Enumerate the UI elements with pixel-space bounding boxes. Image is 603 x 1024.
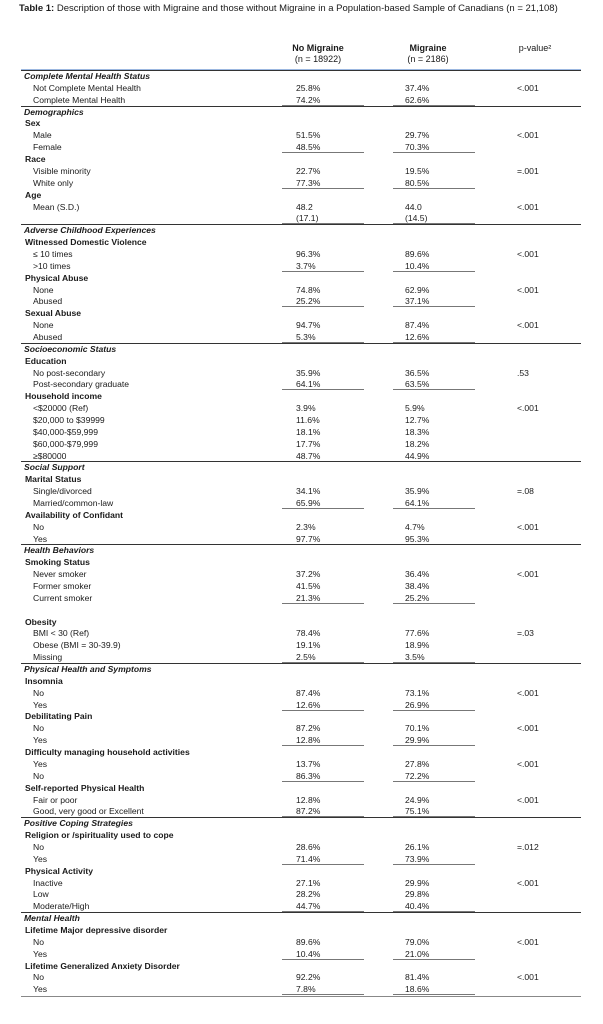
p-value: <.001 bbox=[517, 687, 539, 698]
p-value: <.001 bbox=[517, 723, 539, 734]
no-migraine-value: 19.1% bbox=[296, 640, 321, 651]
no-migraine-value: 48.2 bbox=[296, 201, 313, 212]
no-migraine-value: 3.7% bbox=[296, 260, 316, 271]
variable-label: Availability of Confidant bbox=[25, 509, 124, 520]
category-label: No bbox=[33, 521, 44, 532]
section-label: Health Behaviors bbox=[24, 545, 95, 556]
category-label: White only bbox=[33, 177, 74, 188]
no-migraine-value: 97.7% bbox=[296, 533, 321, 544]
header-migraine bbox=[378, 43, 478, 65]
no-migraine-value: 87.4% bbox=[296, 687, 321, 698]
no-migraine-value: 77.3% bbox=[296, 177, 321, 188]
migraine-value: 62.6% bbox=[405, 94, 430, 105]
subheading-row bbox=[0, 272, 603, 284]
subheading-row bbox=[0, 924, 603, 936]
variable-label: Religion or /spirituality used to cope bbox=[25, 830, 174, 840]
header-col3-title: p-value² bbox=[518, 43, 552, 53]
variable-label: Physical Activity bbox=[25, 865, 93, 876]
variable-label: Age bbox=[25, 189, 42, 200]
migraine-value: 44.9% bbox=[405, 450, 430, 461]
no-migraine-value: 89.6% bbox=[296, 936, 321, 947]
migraine-value: 79.0% bbox=[405, 936, 430, 947]
category-label: Low bbox=[33, 889, 49, 900]
table-row bbox=[0, 521, 603, 533]
category-label: Married/common-law bbox=[33, 498, 114, 508]
variable-label: Lifetime Major depressive disorder bbox=[25, 924, 168, 935]
migraine-value: 4.7% bbox=[405, 521, 425, 532]
no-migraine-value: 7.8% bbox=[296, 984, 316, 995]
table-row bbox=[0, 687, 603, 699]
migraine-value: 5.9% bbox=[405, 403, 425, 414]
no-migraine-value: 48.5% bbox=[296, 142, 321, 153]
migraine-value: 10.4% bbox=[405, 260, 430, 271]
table-row bbox=[0, 284, 603, 296]
migraine-value: 21.0% bbox=[405, 948, 430, 959]
migraine-value: 27.8% bbox=[405, 758, 430, 769]
section-label: Complete Mental Health Status bbox=[24, 71, 151, 81]
category-label: $60,000-$79,999 bbox=[33, 438, 98, 449]
section-row bbox=[0, 106, 603, 118]
category-label: Yes bbox=[33, 699, 48, 710]
no-migraine-value: 28.6% bbox=[296, 841, 321, 852]
migraine-value: 29.8% bbox=[405, 889, 430, 900]
subheading-row bbox=[0, 865, 603, 877]
variable-label: Smoking Status bbox=[25, 557, 90, 568]
variable-label: Self-reported Physical Health bbox=[25, 782, 145, 793]
no-migraine-value: 87.2% bbox=[296, 806, 321, 817]
header-col1-n: (n = 18922) bbox=[294, 54, 342, 64]
subheading-row bbox=[0, 960, 603, 972]
variable-label: Obesity bbox=[25, 616, 57, 627]
category-label: Post-secondary graduate bbox=[33, 379, 130, 390]
header-col2-title: Migraine bbox=[409, 43, 447, 53]
section-label: Demographics bbox=[24, 106, 84, 117]
no-migraine-value: 86.3% bbox=[296, 770, 321, 781]
section-row bbox=[0, 343, 603, 355]
section-label: Socioeconomic Status bbox=[24, 343, 117, 354]
section-row bbox=[0, 663, 603, 675]
variable-label: Insomnia bbox=[25, 675, 63, 686]
migraine-value: 26.1% bbox=[405, 841, 430, 852]
category-label: No bbox=[33, 841, 44, 852]
category-label: Former smoker bbox=[33, 581, 92, 591]
table-row bbox=[0, 627, 603, 639]
no-migraine-value: 27.1% bbox=[296, 877, 321, 888]
category-label: Missing bbox=[33, 652, 63, 663]
category-label: Moderate/High bbox=[33, 901, 90, 912]
variable-label: Sex bbox=[25, 118, 41, 129]
table-row bbox=[0, 319, 603, 331]
variable-label: Lifetime Generalized Anxiety Disorder bbox=[25, 960, 180, 971]
table-row bbox=[0, 129, 603, 141]
p-value: <.001 bbox=[517, 284, 539, 295]
subheading-row bbox=[0, 675, 603, 687]
no-migraine-value: 25.2% bbox=[296, 296, 321, 307]
section-divider bbox=[21, 817, 581, 818]
no-migraine-value: 12.6% bbox=[296, 699, 321, 710]
subheading-row bbox=[0, 117, 603, 129]
variable-label: Debilitating Pain bbox=[25, 711, 93, 722]
category-label: Mean (S.D.) bbox=[33, 201, 80, 212]
table-row bbox=[0, 426, 603, 438]
p-value: =.03 bbox=[517, 628, 534, 639]
table-row bbox=[0, 485, 603, 497]
migraine-value: 3.5% bbox=[405, 652, 425, 663]
category-label: No bbox=[33, 687, 44, 698]
no-migraine-value: 78.4% bbox=[296, 628, 321, 639]
section-label: Positive Coping Strategies bbox=[24, 818, 133, 829]
table-row bbox=[0, 165, 603, 177]
no-migraine-value: 17.7% bbox=[296, 438, 321, 449]
table-row bbox=[0, 794, 603, 806]
p-value: =.08 bbox=[517, 486, 534, 497]
category-label: Abused bbox=[33, 331, 63, 342]
table-caption bbox=[19, 3, 594, 15]
section-label: Social Support bbox=[24, 462, 85, 473]
category-label: None bbox=[33, 284, 54, 295]
table-row bbox=[0, 841, 603, 853]
p-value: =.012 bbox=[517, 841, 539, 852]
no-migraine-value: 96.3% bbox=[296, 248, 321, 259]
category-label: Complete Mental Health bbox=[33, 94, 126, 105]
table-row bbox=[0, 580, 603, 592]
category-label: Yes bbox=[33, 758, 48, 769]
section-label: Adverse Childhood Experiences bbox=[24, 225, 156, 236]
category-label: No bbox=[33, 972, 44, 983]
category-label: Never smoker bbox=[33, 569, 87, 580]
category-label: <$20000 (Ref) bbox=[33, 403, 89, 414]
p-value: =.001 bbox=[517, 165, 539, 176]
migraine-value: 12.6% bbox=[405, 331, 430, 342]
subheading-row bbox=[0, 355, 603, 367]
migraine-value: 37.4% bbox=[405, 82, 430, 93]
section-divider bbox=[21, 343, 581, 344]
migraine-value: (14.5) bbox=[405, 213, 428, 224]
category-label: No bbox=[33, 770, 44, 781]
migraine-value: 18.9% bbox=[405, 640, 430, 651]
migraine-value: 36.4% bbox=[405, 569, 430, 580]
variable-label: Physical Abuse bbox=[25, 272, 89, 283]
subheading-row bbox=[0, 829, 603, 841]
variable-label: Education bbox=[25, 355, 67, 366]
migraine-value: 18.2% bbox=[405, 438, 430, 449]
caption-text: Description of those with Migraine and those without Migraine in a Population-based Sample of Canadians (n = 21,108) bbox=[54, 3, 558, 14]
migraine-value: 77.6% bbox=[405, 628, 430, 639]
migraine-value: 81.4% bbox=[405, 972, 430, 983]
no-migraine-value: 65.9% bbox=[296, 498, 321, 508]
no-migraine-value: 34.1% bbox=[296, 486, 321, 497]
category-label: Good, very good or Excellent bbox=[33, 806, 144, 817]
no-migraine-value: 44.7% bbox=[296, 901, 321, 912]
migraine-value: 36.5% bbox=[405, 367, 430, 378]
p-value: .53 bbox=[517, 367, 529, 378]
no-migraine-value: 48.7% bbox=[296, 450, 321, 461]
migraine-value: 70.3% bbox=[405, 142, 430, 153]
category-label: ≤ 10 times bbox=[33, 248, 73, 259]
section-label: Physical Health and Symptoms bbox=[24, 664, 152, 674]
value-underline bbox=[282, 994, 364, 995]
no-migraine-value: (17.1) bbox=[296, 213, 319, 224]
migraine-value: 37.1% bbox=[405, 296, 430, 307]
table-row bbox=[0, 971, 603, 983]
migraine-value: 75.1% bbox=[405, 806, 430, 817]
migraine-value: 24.9% bbox=[405, 794, 430, 805]
no-migraine-value: 51.5% bbox=[296, 130, 321, 141]
category-label: Female bbox=[33, 142, 62, 153]
category-label: Single/divorced bbox=[33, 486, 92, 497]
value-underline bbox=[393, 994, 475, 995]
category-label: Yes bbox=[33, 948, 48, 959]
migraine-value: 19.5% bbox=[405, 165, 430, 176]
no-migraine-value: 41.5% bbox=[296, 581, 321, 591]
category-label: No bbox=[33, 723, 44, 734]
table-row bbox=[0, 604, 603, 616]
no-migraine-value: 2.3% bbox=[296, 521, 316, 532]
table-row bbox=[0, 877, 603, 889]
section-row bbox=[0, 912, 603, 924]
section-divider bbox=[21, 106, 581, 107]
subheading-row bbox=[0, 710, 603, 722]
p-value: <.001 bbox=[517, 569, 539, 580]
table-row bbox=[0, 888, 603, 900]
table-row bbox=[0, 414, 603, 426]
category-label: Obese (BMI = 30-39.9) bbox=[33, 640, 121, 651]
migraine-value: 70.1% bbox=[405, 723, 430, 734]
no-migraine-value: 74.2% bbox=[296, 94, 321, 105]
category-label: Visible minority bbox=[33, 165, 91, 176]
no-migraine-value: 25.8% bbox=[296, 82, 321, 93]
migraine-value: 29.9% bbox=[405, 735, 430, 746]
migraine-value: 35.9% bbox=[405, 486, 430, 497]
p-value: <.001 bbox=[517, 320, 539, 331]
header-no-migraine bbox=[268, 43, 368, 65]
category-label: Yes bbox=[33, 533, 48, 544]
subheading-row bbox=[0, 746, 603, 758]
no-migraine-value: 12.8% bbox=[296, 794, 321, 805]
no-migraine-value: 28.2% bbox=[296, 889, 321, 900]
section-divider bbox=[21, 224, 581, 225]
migraine-value: 44.0 bbox=[405, 201, 422, 212]
caption-prefix: Table 1: bbox=[19, 3, 55, 14]
variable-label: Sexual Abuse bbox=[25, 308, 82, 319]
no-migraine-value: 21.3% bbox=[296, 592, 321, 603]
p-value: <.001 bbox=[517, 82, 539, 93]
table-row bbox=[0, 367, 603, 379]
migraine-value: 72.2% bbox=[405, 770, 430, 781]
no-migraine-value: 94.7% bbox=[296, 320, 321, 331]
migraine-value: 26.9% bbox=[405, 699, 430, 710]
p-value: <.001 bbox=[517, 972, 539, 983]
section-divider bbox=[21, 912, 581, 913]
no-migraine-value: 5.3% bbox=[296, 331, 316, 342]
no-migraine-value: 11.6% bbox=[296, 414, 320, 425]
section-divider bbox=[21, 663, 581, 664]
migraine-value: 62.9% bbox=[405, 284, 430, 295]
section-row bbox=[0, 70, 603, 82]
subheading-row bbox=[0, 390, 603, 402]
variable-label: Marital Status bbox=[25, 474, 82, 485]
migraine-value: 29.7% bbox=[405, 130, 430, 141]
migraine-value: 73.1% bbox=[405, 687, 430, 698]
p-value: <.001 bbox=[517, 521, 539, 532]
table-row bbox=[0, 201, 603, 213]
section-row bbox=[0, 224, 603, 236]
category-label: ≥$80000 bbox=[33, 450, 67, 461]
no-migraine-value: 18.1% bbox=[296, 426, 321, 437]
section-divider bbox=[21, 544, 581, 545]
table-row bbox=[0, 82, 603, 94]
subheading-row bbox=[0, 153, 603, 165]
no-migraine-value: 74.8% bbox=[296, 284, 321, 295]
category-label: $20,000 to $39999 bbox=[33, 414, 105, 425]
category-label: Yes bbox=[33, 853, 48, 864]
no-migraine-value: 22.7% bbox=[296, 165, 321, 176]
variable-label: Household income bbox=[25, 391, 102, 402]
section-divider bbox=[21, 461, 581, 462]
subheading-row bbox=[0, 307, 603, 319]
migraine-value: 18.3% bbox=[405, 426, 430, 437]
p-value: <.001 bbox=[517, 201, 539, 212]
migraine-value: 18.6% bbox=[405, 984, 430, 995]
header-col1-title: No Migraine bbox=[292, 43, 344, 53]
table-row bbox=[0, 438, 603, 450]
category-label: >10 times bbox=[33, 260, 71, 271]
category-label: Yes bbox=[33, 735, 48, 746]
category-label: Inactive bbox=[33, 877, 63, 888]
no-migraine-value: 2.5% bbox=[296, 652, 316, 663]
variable-label: Witnessed Domestic Violence bbox=[25, 237, 147, 247]
p-value: <.001 bbox=[517, 877, 539, 888]
table-row bbox=[0, 758, 603, 770]
no-migraine-value: 92.2% bbox=[296, 972, 321, 983]
migraine-value: 12.7% bbox=[405, 414, 430, 425]
no-migraine-value: 10.4% bbox=[296, 948, 321, 959]
migraine-value: 73.9% bbox=[405, 853, 430, 864]
category-label: Not Complete Mental Health bbox=[33, 82, 141, 93]
category-label: Male bbox=[33, 130, 52, 141]
migraine-value: 89.6% bbox=[405, 248, 430, 259]
table-row bbox=[0, 639, 603, 651]
p-value: <.001 bbox=[517, 758, 539, 769]
migraine-value: 95.3% bbox=[405, 533, 430, 544]
no-migraine-value: 64.1% bbox=[296, 379, 321, 390]
table-row bbox=[0, 402, 603, 414]
subheading-row bbox=[0, 556, 603, 568]
table-bottom-rule bbox=[21, 996, 581, 997]
no-migraine-value: 37.2% bbox=[296, 569, 321, 580]
subheading-row bbox=[0, 509, 603, 521]
no-migraine-value: 71.4% bbox=[296, 853, 321, 864]
table-header bbox=[0, 43, 603, 69]
migraine-value: 25.2% bbox=[405, 592, 430, 603]
section-label: Mental Health bbox=[24, 913, 80, 924]
category-label: BMI < 30 (Ref) bbox=[33, 628, 90, 639]
subheading-row bbox=[0, 473, 603, 485]
migraine-value: 40.4% bbox=[405, 901, 430, 912]
p-value: <.001 bbox=[517, 794, 539, 805]
subheading-row bbox=[0, 189, 603, 201]
header-pvalue bbox=[500, 43, 570, 54]
migraine-value: 80.5% bbox=[405, 177, 430, 188]
subheading-row bbox=[0, 616, 603, 628]
section-row bbox=[0, 544, 603, 556]
no-migraine-value: 12.8% bbox=[296, 735, 321, 746]
category-label: No post-secondary bbox=[33, 367, 106, 378]
subheading-row bbox=[0, 236, 603, 248]
section-row bbox=[0, 461, 603, 473]
section-divider bbox=[21, 70, 581, 71]
table-row bbox=[0, 722, 603, 734]
table-row bbox=[0, 936, 603, 948]
variable-label: Difficulty managing household activities bbox=[25, 747, 190, 757]
category-label: No bbox=[33, 936, 44, 947]
migraine-value: 38.4% bbox=[405, 581, 430, 591]
no-migraine-value: 13.7% bbox=[296, 758, 321, 769]
p-value: <.001 bbox=[517, 248, 539, 259]
migraine-value: 87.4% bbox=[405, 320, 430, 331]
no-migraine-value: 3.9% bbox=[296, 403, 316, 414]
subheading-row bbox=[0, 782, 603, 794]
migraine-value: 63.5% bbox=[405, 379, 430, 390]
migraine-value: 29.9% bbox=[405, 877, 430, 888]
p-value: <.001 bbox=[517, 130, 539, 141]
header-col2-n: (n = 2186) bbox=[407, 54, 449, 64]
category-label: Current smoker bbox=[33, 592, 93, 603]
category-label: $40,000-$59,999 bbox=[33, 426, 98, 437]
variable-label: Race bbox=[25, 154, 46, 164]
category-label: Yes bbox=[33, 984, 48, 995]
section-row bbox=[0, 817, 603, 829]
category-label: None bbox=[33, 320, 54, 331]
category-label: Abused bbox=[33, 296, 63, 307]
category-label: Fair or poor bbox=[33, 794, 78, 805]
no-migraine-value: 35.9% bbox=[296, 367, 321, 378]
p-value: <.001 bbox=[517, 936, 539, 947]
no-migraine-value: 87.2% bbox=[296, 723, 321, 734]
p-value: <.001 bbox=[517, 403, 539, 414]
migraine-value: 64.1% bbox=[405, 498, 430, 508]
table-row bbox=[0, 248, 603, 260]
table-row bbox=[0, 568, 603, 580]
